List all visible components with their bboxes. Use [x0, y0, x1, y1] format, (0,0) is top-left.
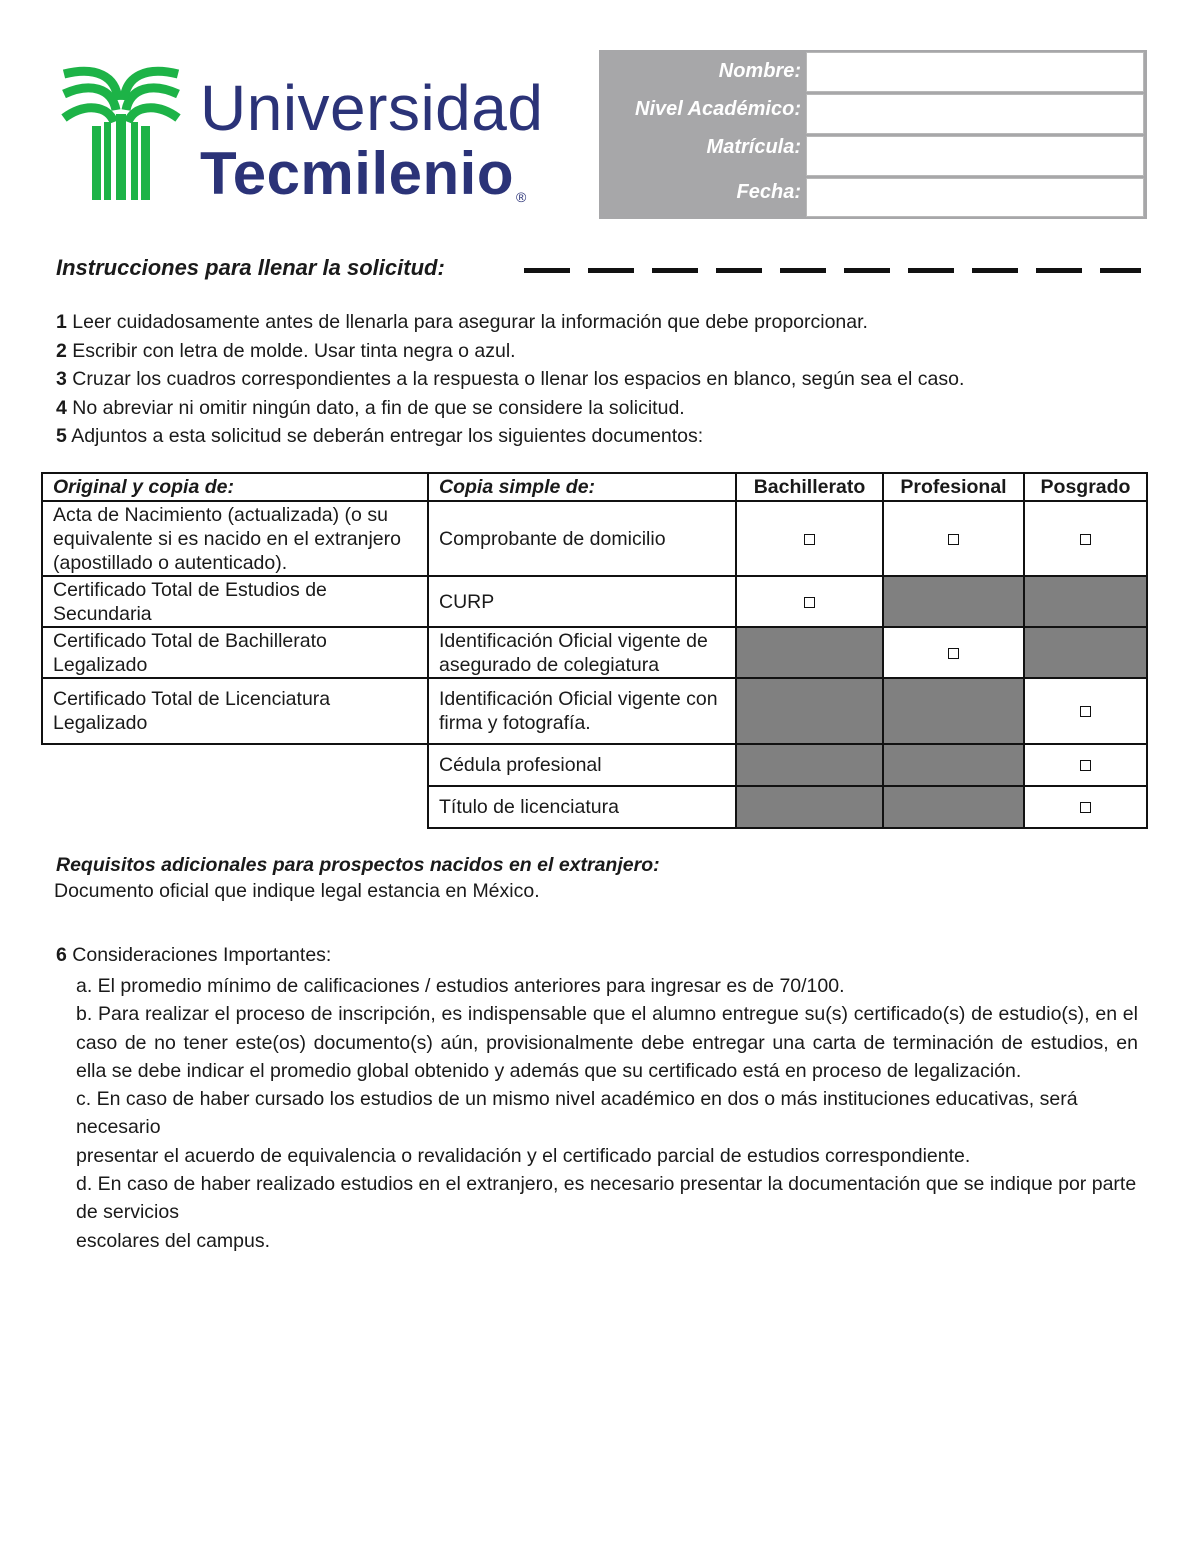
info-row-fecha [599, 178, 1147, 217]
disabled-cell [883, 678, 1024, 744]
documents-table [41, 472, 1148, 829]
table-row [42, 678, 1147, 744]
header-profesional: Profesional [883, 473, 1024, 501]
copia-cell: Cédula profesional [428, 744, 736, 786]
instruction-number: 5 [56, 425, 67, 447]
posgrado-cell [1024, 744, 1147, 786]
consideration-b: b. Para realizar el proceso de inscripción, es indispensable que el alumno entregue su(s) certificado(s) de estudio(s), en el caso de no tener este(os) documento(s) aún, provisionalmente debe entregar una carta de terminación de estudios, en ella se debe indicar el promedio global obtenido y además que su certificado está en proceso de legalización. [76, 1003, 1138, 1082]
copia-cell: Comprobante de domicilio [428, 501, 736, 576]
instruction-text: No abreviar ni omitir ningún dato, a fin de que se considere la solicitud. [66, 396, 685, 419]
matricula-field[interactable] [806, 136, 1144, 176]
instruction-text: Escribir con letra de molde. Usar tinta negra o azul. [66, 339, 516, 362]
consideration-d: d. En caso de haber realizado estudios en el extranjero, es necesario presentar la documentación que se indique por parte de servicios [76, 1173, 1137, 1224]
checkbox[interactable] [804, 534, 815, 545]
instruction-text: Leer cuidadosamente antes de llenarla para asegurar la información que debe proporcionar. [66, 311, 868, 333]
instruction-item [56, 394, 1146, 423]
considerations-title-text: Consideraciones Importantes: [66, 944, 332, 966]
info-row-nivel [599, 94, 1147, 134]
nombre-field[interactable] [806, 52, 1144, 92]
info-row-nombre [599, 52, 1147, 92]
posgrado-cell [1024, 501, 1147, 576]
bachillerato-cell [736, 501, 883, 576]
instruction-number: 1 [56, 311, 67, 333]
disabled-cell [883, 744, 1024, 786]
instruction-number: 3 [56, 368, 67, 390]
consideration-c-cont: presentar el acuerdo de equivalencia o revalidación y el certificado parcial de estudios correspondiente. [76, 1144, 971, 1167]
checkbox[interactable] [804, 597, 815, 608]
disabled-cell [1024, 576, 1147, 627]
checkbox[interactable] [948, 648, 959, 659]
logo-text-universidad: Universidad [200, 72, 544, 144]
table-row [42, 627, 1147, 678]
profesional-cell [883, 627, 1024, 678]
dashed-divider [524, 268, 1141, 273]
instruction-item [56, 365, 1146, 394]
instruction-item [56, 308, 1146, 337]
nivel-academico-label: Nivel Académico: [635, 98, 801, 120]
nivel-academico-field[interactable] [806, 94, 1144, 134]
tecmilenio-leaf-icon [56, 66, 186, 206]
fecha-field[interactable] [806, 178, 1144, 217]
original-cell: Certificado Total de Estudios de Secundaria [42, 576, 428, 627]
registered-mark: ® [515, 189, 527, 205]
instructions-list [56, 308, 1146, 451]
consideration-c: c. En caso de haber cursado los estudios de un mismo nivel académico en dos o más instituciones educativas, será necesario [76, 1088, 1078, 1139]
profesional-cell [883, 501, 1024, 576]
instruction-number: 2 [56, 339, 67, 362]
checkbox[interactable] [1080, 760, 1091, 771]
disabled-cell [736, 786, 883, 828]
considerations-body [76, 972, 1138, 1255]
copia-cell: Título de licenciatura [428, 786, 736, 828]
fecha-label: Fecha: [736, 181, 801, 203]
copia-cell: Identificación Oficial vigente de asegurado de colegiatura [428, 627, 736, 678]
table-row [42, 786, 1147, 828]
header-original-copia: Original y copia de: [42, 473, 428, 501]
table-row [42, 576, 1147, 627]
checkbox[interactable] [948, 534, 959, 545]
matricula-label: Matrícula: [706, 136, 801, 158]
instruction-item [56, 422, 1146, 451]
table-header-row [42, 473, 1147, 501]
posgrado-cell [1024, 678, 1147, 744]
disabled-cell [736, 678, 883, 744]
original-cell: Certificado Total de Bachillerato Legalizado [42, 627, 428, 678]
disabled-cell [736, 627, 883, 678]
university-logo [56, 66, 556, 206]
checkbox[interactable] [1080, 534, 1091, 545]
disabled-cell [1024, 627, 1147, 678]
original-cell-empty [42, 786, 428, 828]
original-cell: Certificado Total de Licenciatura Legalizado [42, 678, 428, 744]
table-row [42, 744, 1147, 786]
copia-cell: CURP [428, 576, 736, 627]
instruction-number: 4 [56, 396, 67, 419]
additional-requirements-title: Requisitos adicionales para prospectos nacidos en el extranjero: [56, 854, 660, 876]
table-row [42, 501, 1147, 576]
original-cell: Acta de Nacimiento (actualizada) (o su equivalente si es nacido en el extranjero (apostillado o autenticado). [42, 501, 428, 576]
disabled-cell [883, 576, 1024, 627]
consideration-d-cont: escolares del campus. [76, 1229, 271, 1252]
header-copia-simple: Copia simple de: [428, 473, 736, 501]
consideration-a: a. El promedio mínimo de calificaciones / estudios anteriores para ingresar es de 70/100. [76, 975, 845, 997]
considerations-number: 6 [56, 944, 67, 966]
logo-text-tecmilenio [200, 140, 527, 207]
nombre-label: Nombre: [718, 60, 801, 82]
checkbox[interactable] [1080, 706, 1091, 717]
header-bachillerato: Bachillerato [736, 473, 883, 501]
considerations-title [56, 944, 331, 967]
header-posgrado: Posgrado [1024, 473, 1147, 501]
info-row-matricula [599, 136, 1147, 176]
original-cell-empty [42, 744, 428, 786]
checkbox[interactable] [1080, 802, 1091, 813]
instruction-text: Adjuntos a esta solicitud se deberán entregar los siguientes documentos: [66, 425, 704, 447]
disabled-cell [736, 744, 883, 786]
disabled-cell [883, 786, 1024, 828]
instruction-text: Cruzar los cuadros correspondientes a la respuesta o llenar los espacios en blanco, según sea el caso. [66, 368, 965, 390]
posgrado-cell [1024, 786, 1147, 828]
additional-requirements-text: Documento oficial que indique legal estancia en México. [54, 880, 540, 902]
logo-text-tecmilenio-word: Tecmilenio [200, 140, 514, 207]
bachillerato-cell [736, 576, 883, 627]
student-info-box [599, 50, 1147, 219]
instruction-item [56, 337, 1146, 366]
instructions-title: Instrucciones para llenar la solicitud: [56, 255, 445, 280]
copia-cell: Identificación Oficial vigente con firma y fotografía. [428, 678, 736, 744]
